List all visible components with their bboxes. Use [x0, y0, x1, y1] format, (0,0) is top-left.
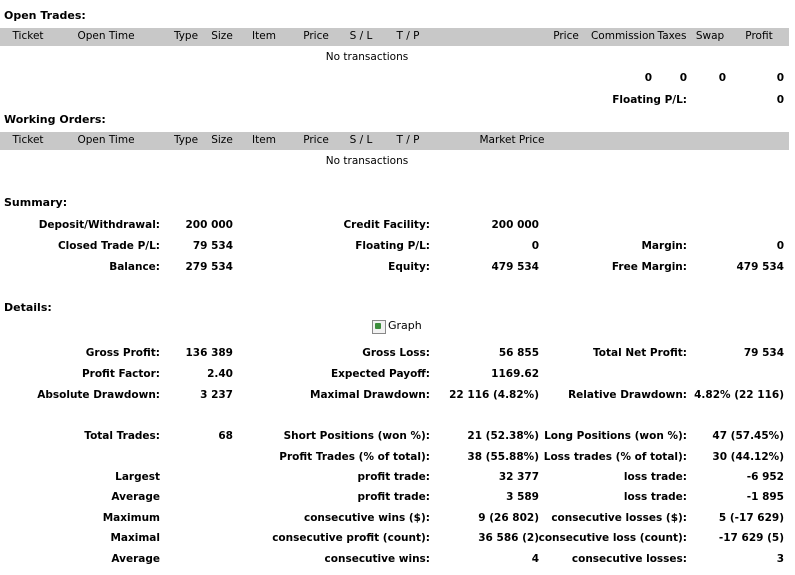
details-r5-c2: profit trade:	[357, 471, 430, 483]
details-r0-c1: 136 389	[185, 347, 233, 359]
working-orders-empty: No transactions	[325, 155, 409, 167]
details-r0-c3: 56 855	[498, 347, 539, 359]
summary-r2-c0: Balance:	[109, 261, 160, 273]
col-size: Size	[211, 134, 233, 146]
total-profit: 0	[776, 72, 784, 84]
details-r6-c0: Average	[111, 491, 160, 503]
details-r4-c2: Profit Trades (% of total):	[279, 451, 430, 463]
col-tp: T / P	[396, 134, 420, 146]
details-r0-c4: Total Net Profit:	[592, 347, 687, 359]
clipped-header-row	[567, 0, 787, 3]
col-type: Type	[173, 30, 199, 42]
details-r3-c3: 21 (52.38%)	[467, 430, 539, 442]
col-open-time: Open Time	[77, 134, 135, 146]
floating-pl-label: Floating P/L:	[612, 94, 687, 106]
details-r5-c0: Largest	[115, 471, 160, 483]
details-r0-c2: Gross Loss:	[362, 347, 430, 359]
summary-r1-c5: 0	[776, 240, 784, 252]
col-size: Size	[211, 30, 233, 42]
col-sl: S / L	[349, 30, 373, 42]
details-r2-c5: 4.82% (22 116)	[694, 389, 784, 401]
summary-r2-c3: 479 534	[491, 261, 539, 273]
details-r8-c4: consecutive loss (count):	[538, 532, 687, 544]
col-ticket: Ticket	[12, 30, 44, 42]
open-trades-header	[0, 28, 789, 46]
working-orders-title: Working Orders:	[4, 113, 106, 126]
open-trades-empty: No transactions	[325, 51, 409, 63]
details-r1-c2: Expected Payoff:	[330, 368, 430, 380]
col-open-time: Open Time	[77, 30, 135, 42]
summary-r2-c4: Free Margin:	[611, 261, 687, 273]
floating-pl-value: 0	[776, 94, 784, 106]
col-commission: Commission	[590, 30, 656, 42]
col-market-price: Market Price	[479, 134, 545, 146]
details-r8-c2: consecutive profit (count):	[272, 532, 430, 544]
details-r7-c3: 9 (26 802)	[478, 512, 539, 524]
details-r9-c0: Average	[111, 553, 160, 565]
details-r8-c3: 36 586 (2)	[478, 532, 539, 544]
details-r4-c4: Loss trades (% of total):	[543, 451, 687, 463]
details-title: Details:	[4, 301, 52, 314]
details-r0-c5: 79 534	[743, 347, 784, 359]
col-swap: Swap	[695, 30, 725, 42]
details-r8-c5: -17 629 (5)	[718, 532, 784, 544]
graph-image-placeholder	[372, 319, 422, 337]
details-r3-c4: Long Positions (won %):	[544, 430, 687, 442]
col-taxes: Taxes	[657, 30, 687, 42]
summary-r1-c1: 79 534	[192, 240, 233, 252]
details-r9-c4: consecutive losses:	[571, 553, 687, 565]
details-r2-c1: 3 237	[200, 389, 233, 401]
details-r7-c2: consecutive wins ($):	[303, 512, 430, 524]
summary-r1-c2: Floating P/L:	[355, 240, 430, 252]
details-r6-c3: 3 589	[506, 491, 539, 503]
details-r5-c5: -6 952	[746, 471, 784, 483]
details-r1-c0: Profit Factor:	[81, 368, 160, 380]
broken-image-icon	[372, 320, 386, 334]
summary-r1-c0: Closed Trade P/L:	[57, 240, 160, 252]
col-sl: S / L	[349, 134, 373, 146]
details-r3-c1: 68	[218, 430, 233, 442]
details-r1-c1: 2.40	[207, 368, 233, 380]
col-item: Item	[252, 134, 276, 146]
details-r9-c5: 3	[776, 553, 784, 565]
details-r7-c5: 5 (-17 629)	[718, 512, 784, 524]
total-commission: 0	[644, 72, 652, 84]
details-r0-c0: Gross Profit:	[85, 347, 160, 359]
summary-r2-c5: 479 534	[736, 261, 784, 273]
details-r6-c5: -1 895	[746, 491, 784, 503]
total-taxes: 0	[679, 72, 687, 84]
col-type: Type	[173, 134, 199, 146]
details-r8-c0: Maximal	[110, 532, 160, 544]
col-close-price: Price	[553, 30, 579, 42]
working-orders-header	[0, 132, 789, 150]
col-ticket: Ticket	[12, 134, 44, 146]
details-r9-c2: consecutive wins:	[324, 553, 430, 565]
summary-title: Summary:	[4, 196, 68, 209]
col-item: Item	[252, 30, 276, 42]
details-r4-c3: 38 (55.88%)	[467, 451, 539, 463]
open-trades-title: Open Trades:	[4, 9, 86, 22]
details-r6-c4: loss trade:	[623, 491, 687, 503]
graph-alt-text: Graph	[388, 319, 422, 332]
details-r6-c2: profit trade:	[357, 491, 430, 503]
summary-r2-c1: 279 534	[185, 261, 233, 273]
details-r5-c4: loss trade:	[623, 471, 687, 483]
details-r7-c4: consecutive losses ($):	[551, 512, 687, 524]
details-r3-c0: Total Trades:	[84, 430, 160, 442]
details-r2-c0: Absolute Drawdown:	[37, 389, 160, 401]
summary-r0-c0: Deposit/Withdrawal:	[38, 219, 160, 231]
col-price: Price	[303, 30, 329, 42]
details-r2-c2: Maximal Drawdown:	[310, 389, 430, 401]
summary-r1-c4: Margin:	[641, 240, 687, 252]
details-r4-c5: 30 (44.12%)	[712, 451, 784, 463]
summary-r0-c3: 200 000	[491, 219, 539, 231]
details-r2-c4: Relative Drawdown:	[568, 389, 687, 401]
details-r1-c3: 1169.62	[491, 368, 539, 380]
details-r7-c0: Maximum	[102, 512, 160, 524]
details-r3-c5: 47 (57.45%)	[712, 430, 784, 442]
summary-r2-c2: Equity:	[388, 261, 430, 273]
summary-r0-c2: Credit Facility:	[343, 219, 430, 231]
details-r5-c3: 32 377	[498, 471, 539, 483]
total-swap: 0	[718, 72, 726, 84]
details-r2-c3: 22 116 (4.82%)	[449, 389, 539, 401]
col-profit: Profit	[745, 30, 773, 42]
col-tp: T / P	[396, 30, 420, 42]
summary-r1-c3: 0	[531, 240, 539, 252]
summary-r0-c1: 200 000	[185, 219, 233, 231]
details-r9-c3: 4	[531, 553, 539, 565]
col-price: Price	[303, 134, 329, 146]
details-r3-c2: Short Positions (won %):	[283, 430, 430, 442]
